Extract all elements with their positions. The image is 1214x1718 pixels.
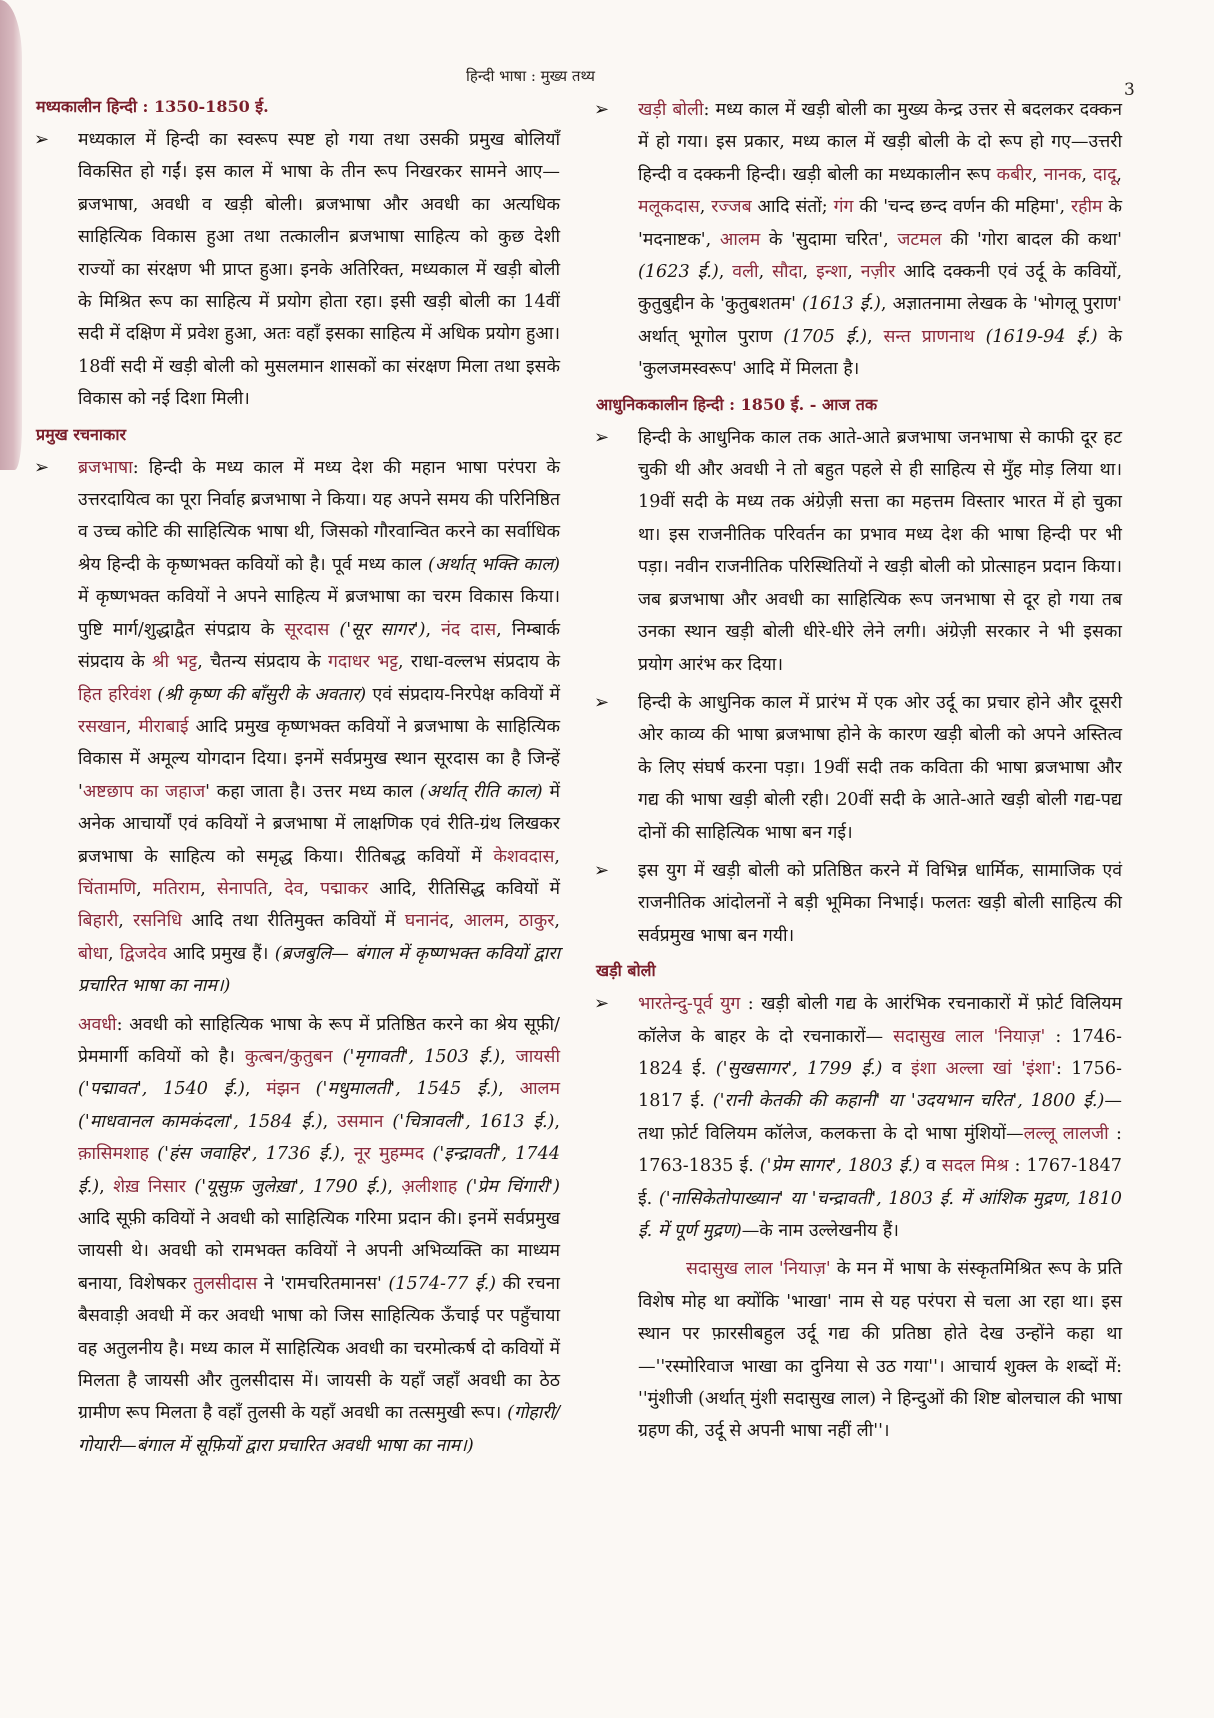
body-text: : मध्य काल में खड़ी बोली का मुख्य केन्द्र उत्तर से बदलकर दक्कन में हो गया। इस प्रकार, मध्य काल में खड़ी बोली के दो रूप हो गए—उत्तरी हिन्दी व दक्कनी हिन्दी। खड़ी बोली का मध्यकालीन रूप: [638, 100, 1122, 185]
author-name: क़ासिमशाह: [78, 1144, 149, 1165]
author-name: जटमल: [897, 229, 942, 250]
citation-text: (1574-77 ई.): [388, 1273, 497, 1294]
citation-text: ('सुखसागर', 1799 ई.): [715, 1058, 883, 1079]
arrow-bullet-icon: ➢: [594, 859, 610, 881]
bullet-item: [590, 687, 1122, 849]
body-text: ,: [107, 943, 120, 964]
author-name: जायसी: [515, 1046, 561, 1067]
author-name: ठाकुर: [518, 911, 555, 932]
body-text: ,: [99, 1176, 114, 1197]
body-text: व: [882, 1058, 911, 1079]
author-name: सदल मिश्र: [941, 1156, 1009, 1177]
author-name: रज्जब: [711, 197, 752, 218]
paragraph: [590, 1253, 1122, 1447]
body-text: व: [919, 1156, 942, 1177]
author-name: आलम: [463, 911, 505, 932]
body-text: के 'सुदामा चरित',: [760, 229, 898, 250]
body-text: एवं संप्रदाय-निरपेक्ष कवियों में: [366, 684, 561, 705]
body-text: ने 'रामचरितमानस': [257, 1273, 389, 1294]
body-text: ,: [1081, 164, 1094, 185]
body-text: ,: [718, 262, 733, 283]
bullet-item: [30, 452, 560, 1003]
citation-text: ('हंस जवाहिर', 1736 ई.): [157, 1144, 340, 1165]
body-text: आदि संतों;: [751, 197, 834, 218]
body-text: ,: [118, 911, 134, 932]
section-heading: प्रमुख रचनाकार: [36, 424, 127, 444]
body-text: की 'गोरा बादल की कथा': [941, 229, 1122, 250]
body-text: ,: [1031, 164, 1044, 185]
body-text: आदि, रीतिसिद्ध कवियों में: [368, 878, 561, 899]
body-text: ,: [699, 197, 712, 218]
body-text: ,: [387, 1176, 402, 1197]
bullet-item: [590, 422, 1122, 681]
citation-text: ('चित्रावली', 1613 ई.): [392, 1111, 555, 1132]
author-name: अष्टछाप का जहाज: [82, 781, 206, 802]
arrow-bullet-icon: ➢: [34, 129, 50, 150]
body-text: ,: [303, 878, 321, 899]
author-name: नूर मुहम्मद: [353, 1144, 425, 1165]
body-text: आदि तथा रीतिमुक्त कवियों में: [181, 911, 405, 932]
body-text: ,: [504, 911, 519, 932]
body-text: , निम्बार्क संप्रदाय के: [78, 619, 560, 673]
body-text: ,: [136, 878, 153, 899]
author-name: अ़लीशाह: [401, 1176, 458, 1197]
author-name: भारतेन्दु-पूर्व युग: [638, 994, 741, 1015]
author-name: मंझन: [266, 1079, 300, 1100]
arrow-bullet-icon: ➢: [594, 426, 610, 448]
body-text: : 1746-1824 ई.: [638, 1026, 1122, 1079]
author-name: दादू: [1093, 164, 1117, 185]
author-name: कुत्बन/कुतुबन: [244, 1046, 333, 1067]
body-text: [333, 1047, 343, 1067]
citation-text: (1623 ई.): [638, 262, 719, 283]
author-name: लल्लू लालजी: [1023, 1123, 1109, 1144]
body-text: ,: [554, 911, 561, 932]
author-name: सदासुख लाल 'नियाज़': [686, 1259, 831, 1280]
author-name: मतिराम: [152, 878, 201, 899]
running-head: हिन्दी भाषा : मुख्य तथ्य: [466, 67, 595, 85]
body-text: ,: [802, 262, 817, 283]
body-text: ,: [339, 1144, 354, 1165]
body-text: , राधा-वल्लभ संप्रदाय के: [398, 652, 561, 673]
body-text: हिन्दी के आधुनिक काल तक आते-आते ब्रजभाषा जनभाषा से काफी दूर हट चुकी थी और अवधी ने तो बहुत पहले से ही साहित्य से मुँह मोड़ लिया था। 19वीं सदी के मध्य तक अंग्रेज़ी सत्ता का महत्तम विस्तार भारत में हो चुका था। इस राजनीतिक परिवर्तन का प्रभाव मध्य देश की भाषा हिन्दी पर भी पड़ा। नवीन राजनीतिक परिस्थितियों ने खड़ी बोली को प्रोत्साहन प्रदान किया। जब ब्रजभाषा और अवधी का साहित्यिक रूप जनभाषा से दूर हो गया तब उनका स्थान खड़ी बोली धीरे-धीरे लेने लगी। अंग्रेज़ी सरकार ने भी इसका प्रयोग आरंभ कर दिया।: [638, 427, 1122, 675]
author-name: रसखान: [78, 716, 126, 737]
body-text: ,: [498, 1079, 520, 1100]
section-heading: मध्यकालीन हिन्दी : 1350-1850 ई.: [36, 97, 269, 116]
author-name: देव: [284, 878, 304, 899]
citation-text: ('नासिकेतोपाख्यान' या 'चन्द्रावती', 1803 ई. में आंशिक मुद्रण, 1810 ई. में पूर्ण मुद्रण): [638, 1188, 1122, 1241]
author-name: केशवदास: [493, 846, 555, 867]
section-heading: आधुनिककालीन हिन्दी : 1850 ई. - आज तक: [596, 394, 878, 414]
body-text: ,: [1116, 164, 1123, 185]
author-name: वली: [732, 262, 759, 283]
body-text: आदि दक्कनी एवं उर्दू के कवियों, कुतुबुद्दीन के 'कुतुबशतम': [638, 262, 1123, 315]
author-name: इन्शा: [816, 262, 848, 283]
author-name: गंग: [833, 197, 854, 218]
body-text: मध्यकाल में हिन्दी का स्वरूप स्पष्ट हो गया तथा उसकी प्रमुख बोलियाँ विकसित हो गईं। इस काल में भाषा के तीन रूप निखरकर सामने आए— ब्रजभाषा, अवधी व खड़ी बोली। ब्रजभाषा और अवधी का अत्यधिक साहित्यिक विकास हुआ तथा तत्कालीन ब्रजभाषा साहित्य को कुछ देशी राज्यों का संरक्षण भी प्राप्त हुआ। इनके अतिरिक्त, मध्यकाल में खड़ी बोली के मिश्रित रूप का साहित्य में प्रयोग होता रहा। इसी खड़ी बोली का 14वीं सदी में दक्षिण में प्रवेश हुआ, अतः वहाँ इसका साहित्य में अधिक प्रयोग हुआ। 18वीं सदी में खड़ी बोली को मुसलमान शासकों का संरक्षण मिला तथा इसके विकास को नई दिशा मिली।: [78, 130, 560, 410]
author-name: नानक: [1043, 164, 1082, 185]
arrow-bullet-icon: ➢: [594, 691, 610, 713]
author-name: शेख़ निसार: [113, 1176, 186, 1197]
citation-text: (1619-94 ई.): [985, 326, 1098, 347]
right-column: [590, 94, 1122, 1448]
citation-text: ('पद्मावत', 1540 ई.): [78, 1079, 245, 1100]
body-text: , अज्ञातनामा लेखक के 'भोगलू पुराण' अर्थात् भूगोल पुराण: [638, 294, 1122, 347]
body-text: [457, 1177, 465, 1197]
arrow-bullet-icon: ➢: [34, 456, 50, 478]
citation-text: (श्री कृष्ण की बाँसुरी के अवतार): [157, 684, 367, 705]
body-text: ,: [866, 326, 884, 347]
author-name: गदाधर भट्ट: [328, 652, 399, 673]
body-text: [149, 1144, 157, 1164]
body-text: के मन में भाषा के संस्कृतमिश्रित रूप के प्रति विशेष मोह था क्योंकि 'भाखा' नाम से यह परंपरा से चला आ रहा था। इस स्थान पर फ़ारसीबहुल उर्दू गद्य की प्रतिष्ठा होते देख उन्होंने कहा था—''रस्मोरिवाज भाखा का दुनिया से उठ गया''। आचार्य शुक्ल के शब्दों में: ''मुंशीजी (अर्थात् मुंशी सदासुख लाल) ने हिन्दुओं की शिष्ट बोलचाल की भाषा ग्रहण की, उर्दू से अपनी भाषा नहीं ली''।: [638, 1259, 1122, 1442]
citation-text: ('यूसुफ़ जुलेख़ा', 1790 ई.): [194, 1176, 388, 1197]
bullet-item: [590, 855, 1122, 952]
author-name: इंशा अल्ला खां 'इंशा': [910, 1058, 1056, 1079]
author-name: ब्रजभाषा: [78, 457, 133, 478]
body-text: ,: [758, 262, 773, 283]
author-name: सेनापति: [216, 878, 268, 899]
body-text: की रचना बैसवाड़ी अवधी में कर अवधी भाषा को जिस साहित्यिक ऊँचाई पर पहुँचाया वह अतुलनीय है। मध्य काल में साहित्यिक अवधी का चरमोत्कर्ष दो कवियों में मिलता है जायसी और तुलसीदास में। जायसी के यहाँ जहाँ अवधी का ठेठ ग्रामीण रूप मिलता है वहाँ तुलसी के यहाँ अवधी का तत्समुखी रूप।: [78, 1273, 560, 1424]
author-name: तुलसीदास: [193, 1273, 258, 1294]
citation-text: (ब्रजबुलि— बंगाल में कृष्णभक्त कवियों द्वारा प्रचारित भाषा का नाम।): [78, 943, 561, 997]
body-text: ' कहा जाता है। उत्तर मध्य काल: [205, 781, 420, 802]
author-name: हित हरिवंश: [78, 684, 152, 705]
body-text: ,: [267, 878, 285, 899]
body-text: की 'चन्द छन्द वर्णन की महिमा',: [853, 197, 1071, 218]
author-name: सन्त प्राणनाथ: [883, 326, 975, 347]
citation-text: ('मधुमालती', 1545 ई.): [315, 1079, 499, 1100]
body-text: ,: [448, 911, 464, 932]
bullet-item: [30, 124, 560, 416]
body-text: ,: [847, 262, 861, 283]
body-text: ,: [244, 1079, 267, 1100]
body-text: —के नाम उल्लेखनीय हैं।: [741, 1221, 899, 1241]
author-name: सदासुख लाल 'नियाज़': [893, 1026, 1046, 1047]
body-text: में अनेक आचार्यों एवं कवियों ने ब्रजभाषा में लाक्षणिक एवं रीति-ग्रंथ लिखकर ब्रजभाषा के साहित्य को समृद्ध किया। रीतिबद्ध कवियों में: [78, 781, 560, 867]
page-number: 3: [1124, 80, 1135, 100]
author-name: खड़ी बोली: [638, 100, 704, 120]
body-text: [300, 1079, 316, 1099]
author-name: आलम: [519, 1079, 560, 1100]
citation-text: (अर्थात् भक्ति काल): [428, 554, 560, 575]
body-text: आदि सूफ़ी कवियों ने अवधी को साहित्यिक गरिमा प्रदान की। इनमें सर्वप्रमुख जायसी थे। अवधी को रामभक्त कवियों ने अपनी अभिव्यक्ति का माध्यम बनाया, विशेषकर: [78, 1209, 560, 1294]
citation-text: ('प्रेम चिंगारी'): [465, 1176, 561, 1197]
author-name: घनानंद: [404, 911, 449, 932]
author-name: कबीर: [996, 164, 1032, 185]
binding-edge: [0, 0, 22, 470]
body-text: ,: [322, 1111, 338, 1132]
author-name: सौदा: [772, 262, 803, 283]
author-name: रसनिधि: [133, 911, 182, 932]
body-text: , चैतन्य संप्रदाय के: [197, 652, 328, 673]
citation-text: ('प्रेम सागर', 1803 ई.): [759, 1156, 920, 1177]
author-name: द्विजदेव: [119, 943, 167, 964]
citation-text: ('रानी केतकी की कहानी' या 'उदयभान चरित', 1800 ई.): [712, 1091, 1105, 1112]
citation-text: (अर्थात् रीति काल): [419, 781, 543, 802]
author-name: आलम: [719, 229, 761, 250]
body-text: : 1767-1847 ई.: [638, 1156, 1123, 1209]
body-text: : अवधी को साहित्यिक भाषा के रूप में प्रतिष्ठित करने का श्रेय सूफ़ी/प्रेममार्गी कवियों को है।: [78, 1014, 560, 1067]
author-name: बिहारी: [78, 911, 119, 932]
body-text: : हिन्दी के मध्य काल में मध्य देश की महान भाषा परंपरा के उत्तरदायित्व का पूरा निर्वाह ब्रजभाषा ने किया। यह अपने समय की परिनिष्ठित व उच्च कोटि की साहित्यिक भाषा थी, जिसको गौरवान्वित करने का सर्वाधिक श्रेय हिन्दी के कृष्णभक्त कवियों को है। पूर्व मध्य काल: [78, 457, 560, 575]
body-text: ,: [554, 846, 560, 867]
author-name: अवधी: [78, 1014, 117, 1035]
citation-text: (1705 ई.): [783, 326, 867, 347]
citation-text: ('सूर सागर'): [339, 619, 426, 640]
body-text: ,: [125, 716, 139, 737]
section-heading: खड़ी बोली: [596, 961, 656, 981]
body-text: [329, 620, 339, 640]
body-text: : 1756-1817 ई.: [638, 1058, 1122, 1112]
body-text: इस युग में खड़ी बोली को प्रतिष्ठित करने में विभिन्न धार्मिक, सामाजिक एवं राजनीतिक आंदोलनों ने बड़ी भूमिका निभाई। फलतः खड़ी बोली साहित्य की सर्वप्रमुख भाषा बन गयी।: [638, 860, 1122, 946]
body-text: में कृष्णभक्त कवियों ने अपने साहित्य में ब्रजभाषा का चरम विकास किया। पुष्टि मार्ग/शुद्धाद्वैत संपद्राय के: [78, 587, 560, 640]
author-name: पद्माकर: [320, 878, 369, 899]
author-name: उसमान: [337, 1111, 384, 1132]
body-text: आदि प्रमुख हैं।: [166, 943, 275, 964]
citation-text: ('मृगावती', 1503 ई.): [342, 1046, 501, 1067]
bullet-item: [30, 1009, 560, 1463]
body-text: [975, 327, 986, 347]
author-name: बोधा: [78, 943, 108, 964]
body-text: ,: [200, 878, 217, 899]
body-text: ,: [554, 1111, 561, 1132]
author-name: रहीम: [1070, 197, 1103, 218]
body-text: के 'कुलजमस्वरूप' आदि में मिलता है।: [638, 326, 1123, 380]
citation-text: ('इन्द्रावती', 1744 ई.): [78, 1144, 561, 1197]
body-text: : 1763-1835 ई.: [638, 1123, 1122, 1177]
author-name: चिंतामणि: [78, 878, 137, 899]
author-name: मलूकदास: [638, 197, 700, 218]
bullet-item: [590, 94, 1122, 386]
author-name: मीराबाई: [138, 716, 189, 737]
citation-text: ('माधवानल कामकंदला', 1584 ई.): [78, 1111, 323, 1132]
body-text: के 'मदनाष्टक',: [638, 197, 1122, 250]
body-text: आदि प्रमुख कृष्णभक्त कवियों ने ब्रजभाषा के साहित्यिक विकास में अमूल्य योगदान दिया। इनमें सर्वप्रमुख स्थान सूरदास का है जिन्हें ': [78, 716, 561, 802]
body-text: : खड़ी बोली गद्य के आरंभिक रचनाकारों में फ़ोर्ट विलियम कॉलेज के बाहर के दो रचनाकारों—: [638, 994, 1122, 1047]
arrow-bullet-icon: ➢: [594, 993, 610, 1015]
author-name: सूरदास: [284, 619, 330, 640]
author-name: श्री भट्ट: [152, 652, 198, 673]
citation-text: (1613 ई.): [802, 294, 881, 315]
body-text: ,: [500, 1046, 516, 1067]
body-text: —तथा फ़ोर्ट विलियम कॉलेज, कलकत्ता के दो भाषा मुंशियों—: [638, 1091, 1122, 1144]
citation-text: (गोहारी/ गोयारी—बंगाल में सूफ़ियों द्वारा प्रचारित अवधी भाषा का नाम।): [78, 1403, 560, 1456]
body-text: हिन्दी के आधुनिक काल में प्रारंभ में एक ओर उर्दू का प्रचार होने और दूसरी ओर काव्य की भाषा ब्रजभाषा होने के कारण खड़ी बोली को अपने अस्तित्व के लिए संघर्ष करना पड़ा। 19वीं सदी तक कविता की भाषा ब्रजभाषा और गद्य की भाषा खड़ी बोली रही। 20वीं सदी के आते-आते खड़ी बोली गद्य-पद्य दोनों की साहित्यिक भाषा बन गई।: [638, 692, 1122, 843]
arrow-bullet-icon: ➢: [594, 99, 610, 120]
author-name: नंद दास: [441, 619, 497, 640]
author-name: नज़ीर: [860, 262, 896, 283]
body-text: ,: [425, 619, 442, 640]
bullet-item: [590, 988, 1122, 1247]
left-column: [30, 94, 560, 1468]
